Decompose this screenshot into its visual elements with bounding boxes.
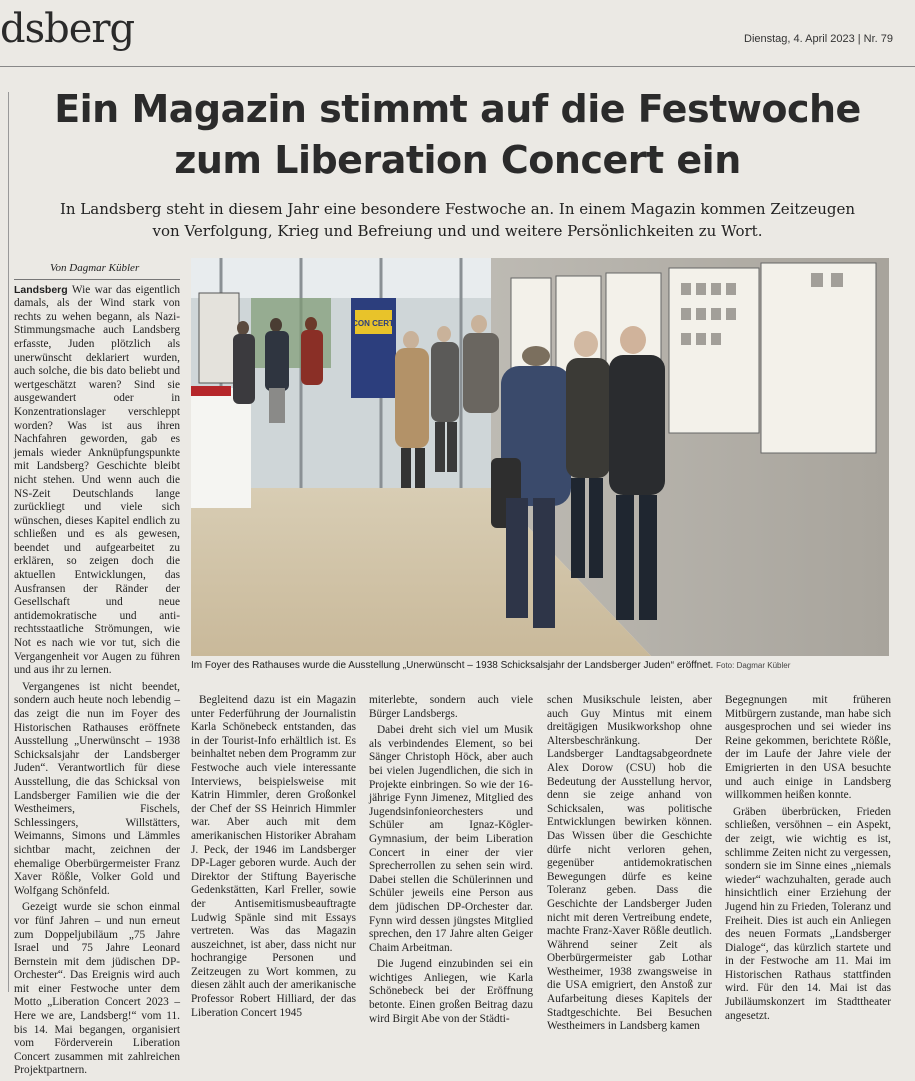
place-tag: Landsberg xyxy=(14,283,68,296)
article-column-4 xyxy=(547,694,712,1037)
photo-credit: Foto: Dagmar Kübler xyxy=(716,661,791,670)
exhibition-photo-image xyxy=(191,258,889,656)
article-column-2 xyxy=(191,694,356,1023)
issue-dateline: Dienstag, 4. April 2023 | Nr. 79 xyxy=(744,33,893,45)
paragraph: Gräben überbrücken, Frieden schließen, versöhnen – ein Aspekt, der zeigt, wie wichtig es ist, schlimme Zeiten nicht zu vergessen, sondern sie im Sinne eines „niemals wieder“ wachzuhalten, gerade auch hinsichtlich einer Erziehung der Jugend hin zu Frieden, Toleranz und Freiheit. Dies ist auch ein Anliegen des neuen Formats „Landsberger Dialoge“, das kürzlich startete und in der Festwoche am 11. Mai im Historischen Rathaus stattfinden wird. Für den 14. Mai ist das Jubiläumskonzert im Stadttheater angesetzt. xyxy=(725,805,891,1022)
paragraph: Begegnungen mit früheren Mitbürgern zustande, man habe sich ausgesprochen und sei wieder ins Reine gekommen, berichtete Rößle, der im Laufe der Jahre viele der Emigrierten in den USA besuchte und auch einige in Landsberg willkommen heißen konnte. xyxy=(725,694,891,802)
masthead xyxy=(0,0,915,66)
teaser-line-2: von Verfolgung, Krieg und Befreiung und und weitere Persönlichkeiten zu Wort. xyxy=(152,222,763,240)
paragraph: Begleitend dazu ist ein Magazin unter Federführung der Journalistin Karla Schönebeck entstanden, das in der Tourist-Info erhältlich ist. Es beinhaltet neben dem Programm zur Festwoche auch viele interessante Interviews, beispielsweise mit Katrin Himmler, deren Großonkel der Chef der SS Heinrich Himmler war. Aber auch mit dem amerikanischen Historiker Abraham J. Peck, der 1946 im Landsberger DP-Lager geboren wurde. Auch der Direktor der Stiftung Bayerische Gedenkstätten, Karl Freller, sowie der Antisemitismusbeauftragte Ludwig Spänle sind mit Essays vertreten. Was das Magazin auszeichnet, ist aber, dass nicht nur hochrangige Personen und Zeitzeugen zu Wort kommen, zu diesen zählt auch der amerikanische Professor Robert Hilliard, der das Liberation Concert 1945 xyxy=(191,694,356,1019)
byline: Von Dagmar Kübler xyxy=(14,262,180,280)
margin-rule xyxy=(8,92,9,992)
paragraph: Die Jugend einzubinden sei ein wichtiges Anliegen, wie Karla Schönebeck bei der Eröffnung betonte. Einen großen Beitrag dazu wird Birgit Abe von der Städti- xyxy=(369,958,533,1025)
article-column-3 xyxy=(369,694,533,1029)
article-headline xyxy=(20,84,895,186)
article-column-1 xyxy=(14,262,180,1081)
masthead-divider xyxy=(0,66,915,67)
article-column-5 xyxy=(725,694,891,1026)
paragraph: Gezeigt wurde sie schon einmal vor fünf Jahren – und nun erneut zum Doppeljubiläum „75 Jahre Israel und 75 Jahre Leonard Bernstein mit dem jüdischen DP-Orchester“. Das Ereignis wird auch mit einer Festwoche unter dem Motto „Liberation Concert 2023 – Here we are, Landsberg!“ vom 11. bis 14. Mai begangen, organisiert vom Förderverein Liberation Concert zusammen mit zahlreichen Projektpartnern. xyxy=(14,901,180,1077)
exhibition-photo xyxy=(191,258,889,656)
newspaper-logo: dsberg xyxy=(0,6,135,52)
teaser-line-1: In Landsberg steht in diesem Jahr eine besondere Festwoche an. In einem Magazin kommen Zeitzeugen xyxy=(59,200,856,218)
paragraph-text: Wie war das eigentlich damals, als der Wind stark von rechts zu wehen begann, als Nazi-Stimmungsmache auch Landsberg erfasste, Juden plötzlich als unerwünscht deklariert wurden, auch solche, die bis dato beliebt und wertgeschätzt waren? Sind sie ausgewandert oder in Konzentrationslager verschleppt worden? Was ist aus ihren Nachfahren geworden, gab es jemals wieder Anknüpfungspunkte mit Landsberg? Geschichte bleibt nicht stehen. Und wenn auch die NS-Zeit Deutschlands lange zurückliegt und viele sich wünschen, dieses Kapitel endlich zu schließen und es als gewesen, beendet und aufgearbeitet zu erklären, so zeigen doch die aktuellen Entwicklungen, das Ausfransen der Ränder der Gesellschaft und neue antidemokratische und anti-rechtsstaatliche Strömungen, wie Not es nach wie vor tut, sich die Vergangenheit vor Augen zu führen und aus ihr zu lernen. xyxy=(14,283,180,677)
paragraph: schen Musikschule leisten, aber auch Guy Mintus mit einem dreitägigen Musikworkshop ohne Altersbeschränkung. Der Landsberger Landtagsabgeordnete Alex Dorow (CSU) hob die Bedeutung der Ausstellung hervor, denn sie zeige anhand von Schicksalen, was politische Entwicklungen bewirken können. Das Wissen über die Geschichte dürfe nicht verloren gehen, gegenüber antidemokratischen Bewegungen dürfe es keine Toleranz geben. Dass die Geschichte der Landsberger Juden nicht mit deren Vertreibung endete, machte Franz-Xaver Rößle deutlich. Während seiner Zeit als Oberbürgermeister gab Lothar Westheimer, 1938 zwangsweise in die USA emigriert, den Anstoß zur Aufarbeitung dieses Kapitels der Stadtgeschichte. Bei Besuchen Westheimers in Landsberg kamen xyxy=(547,694,712,1033)
headline-line-2: zum Liberation Concert ein xyxy=(174,138,741,182)
paragraph xyxy=(14,284,180,678)
headline-line-1: Ein Magazin stimmt auf die Festwoche xyxy=(54,87,861,131)
article-teaser xyxy=(20,198,895,242)
paragraph: Vergangenes ist nicht beendet, sondern auch heute noch lebendig – das zeigt die nun im Foyer des Historischen Rathauses eröffnete Ausstellung „Unerwünscht – 1938 Schicksalsjahr der Landsberger Juden“. Verantwortlich für diese Ausstellung, die das Schicksal von Landsberger Familien wie die der Westheimers, Fischels, Schlessingers, Willstätters, Weimanns, Simons und Lämmles sichtbar macht, zeichnen der ehemalige Oberbürgermeister Franz Xaver Rößle, Volker Gold und Wolfgang Schönfeld. xyxy=(14,680,180,897)
caption-text: Im Foyer des Rathauses wurde die Ausstellung „Unerwünscht – 1938 Schicksalsjahr der Landsberger Juden“ eröffnet. xyxy=(191,660,714,671)
paragraph: miterlebte, sondern auch viele Bürger Landsbergs. xyxy=(369,694,533,720)
banner-text: CON CERT xyxy=(352,319,394,328)
paragraph: Dabei dreht sich viel um Musik als verbindendes Element, so bei Sänger Christoph Höck, aber auch bei vielen Jugendlichen, die sich in Projekte einbringen. So wie der 16-jährige Fynn Jimenez, Mitglied des Jugendsinfonieorchesters und Schüler am Ignaz-Kögler-Gymnasium, der beim Liberation Concert in einer der vier Sprecherrollen zu sehen sein wird. Dabei stellen die Schülerinnen und Schüler jeweils eine Person aus dem jüdischen DP-Orchester dar. Fynn wird dessen jüngstes Mitglied sprechen, den 17 Jahre alten Geiger Chaim Arbeitman. xyxy=(369,724,533,954)
photo-caption xyxy=(191,660,891,671)
